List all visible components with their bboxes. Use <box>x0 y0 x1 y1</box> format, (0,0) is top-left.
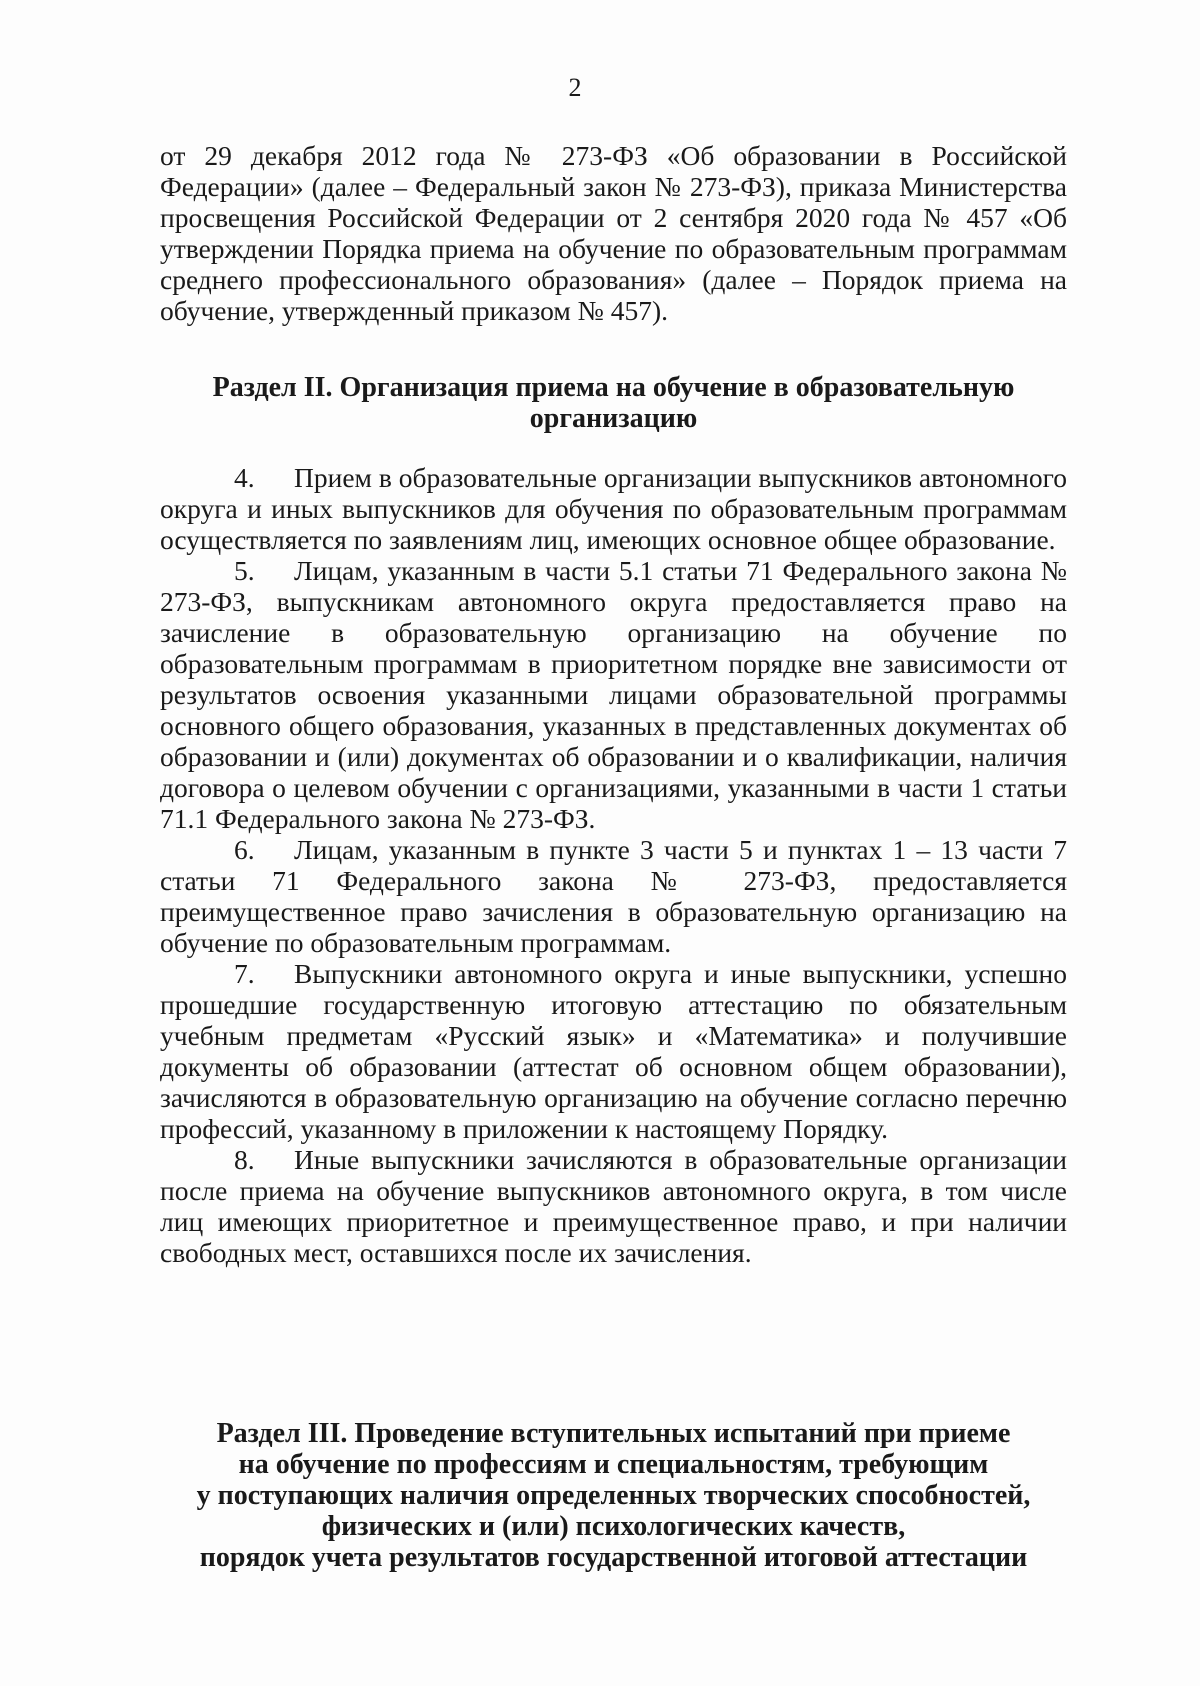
section-3-title-line: на обучение по профессиям и специальностям, требующим <box>238 1449 989 1480</box>
preamble-block <box>160 140 1067 326</box>
paragraph-text: Выпускники автономного округа и иные выпускники, успешно прошедшие государственную итоговую аттестацию по обязательным учебным предметам «Русский язык» и «Математика» и получившие документы об образовании (аттестат об основном общем образовании), зачисляются в образовательную организацию на обучение согласно перечню профессий, указанному в приложении к настоящему Порядку. <box>160 958 1067 1144</box>
paragraph-number: 4. <box>234 462 255 493</box>
paragraph-5 <box>160 555 1067 834</box>
paragraph-number: 6. <box>234 834 255 865</box>
paragraph-8 <box>160 1144 1067 1268</box>
paragraph-number: 8. <box>234 1144 255 1175</box>
section-3-title-line: физических и (или) психологических качеств, <box>321 1511 906 1542</box>
paragraph-4 <box>160 462 1067 555</box>
paragraph-6 <box>160 834 1067 958</box>
paragraph-text: Лицам, указанным в пункте 3 части 5 и пунктах 1 – 13 части 7 статьи 71 Федерального закона № 273-ФЗ, предоставляется преимущественное право зачисления в образовательную организацию на обучение по образовательным программам. <box>160 834 1067 958</box>
section-3-title-line: порядок учета результатов государственной итоговой аттестации <box>199 1542 1028 1573</box>
paragraph-7 <box>160 958 1067 1144</box>
paragraph-number: 7. <box>234 958 255 989</box>
paragraph-number: 5. <box>234 555 255 586</box>
section-2-title <box>160 372 1067 434</box>
page-number: 2 <box>568 73 582 102</box>
paragraph-text: Прием в образовательные организации выпускников автономного округа и иных выпускников для обучения по образовательным программам осуществляется по заявлениям лиц, имеющих основное общее образование. <box>160 462 1067 555</box>
paragraph-text: Иные выпускники зачисляются в образовательные организации после приема на обучение выпускников автономного округа, в том числе лиц имеющих приоритетное и преимущественное право, и при наличии свободных мест, оставшихся после их зачисления. <box>160 1144 1067 1268</box>
section-3-title-line: Раздел III. Проведение вступительных испытаний при приеме <box>216 1418 1011 1449</box>
section-2-body <box>160 462 1067 1268</box>
section-2-title-line: Раздел II. Организация приема на обучение в образовательную <box>212 372 1015 403</box>
section-2-title-line: организацию <box>529 403 698 434</box>
paragraph-text: Лицам, указанным в части 5.1 статьи 71 Федерального закона № 273-ФЗ, выпускникам автономного округа предоставляется право на зачисление в образовательную организацию на обучение по образовательным программам в приоритетном порядке вне зависимости от результатов освоения указанными лицами образовательной программы основного общего образования, указанных в представленных документах об образовании и (или) документах об образовании и о квалификации, наличия договора о целевом обучении с организациями, указанными в части 1 статьи 71.1 Федерального закона № 273-ФЗ. <box>160 555 1067 834</box>
preamble-paragraph: от 29 декабря 2012 года № 273-ФЗ «Об образовании в Российской Федерации» (далее – Федеральный закон № 273-ФЗ), приказа Министерства просвещения Российской Федерации от 2 сентября 2020 года № 457 «Об утверждении Порядка приема на обучение по образовательным программам среднего профессионального образования» (далее – Порядок приема на обучение, утвержденный приказом № 457). <box>160 140 1067 326</box>
section-3-title <box>160 1418 1067 1573</box>
section-3-title-line: у поступающих наличия определенных творческих способностей, <box>196 1480 1031 1511</box>
